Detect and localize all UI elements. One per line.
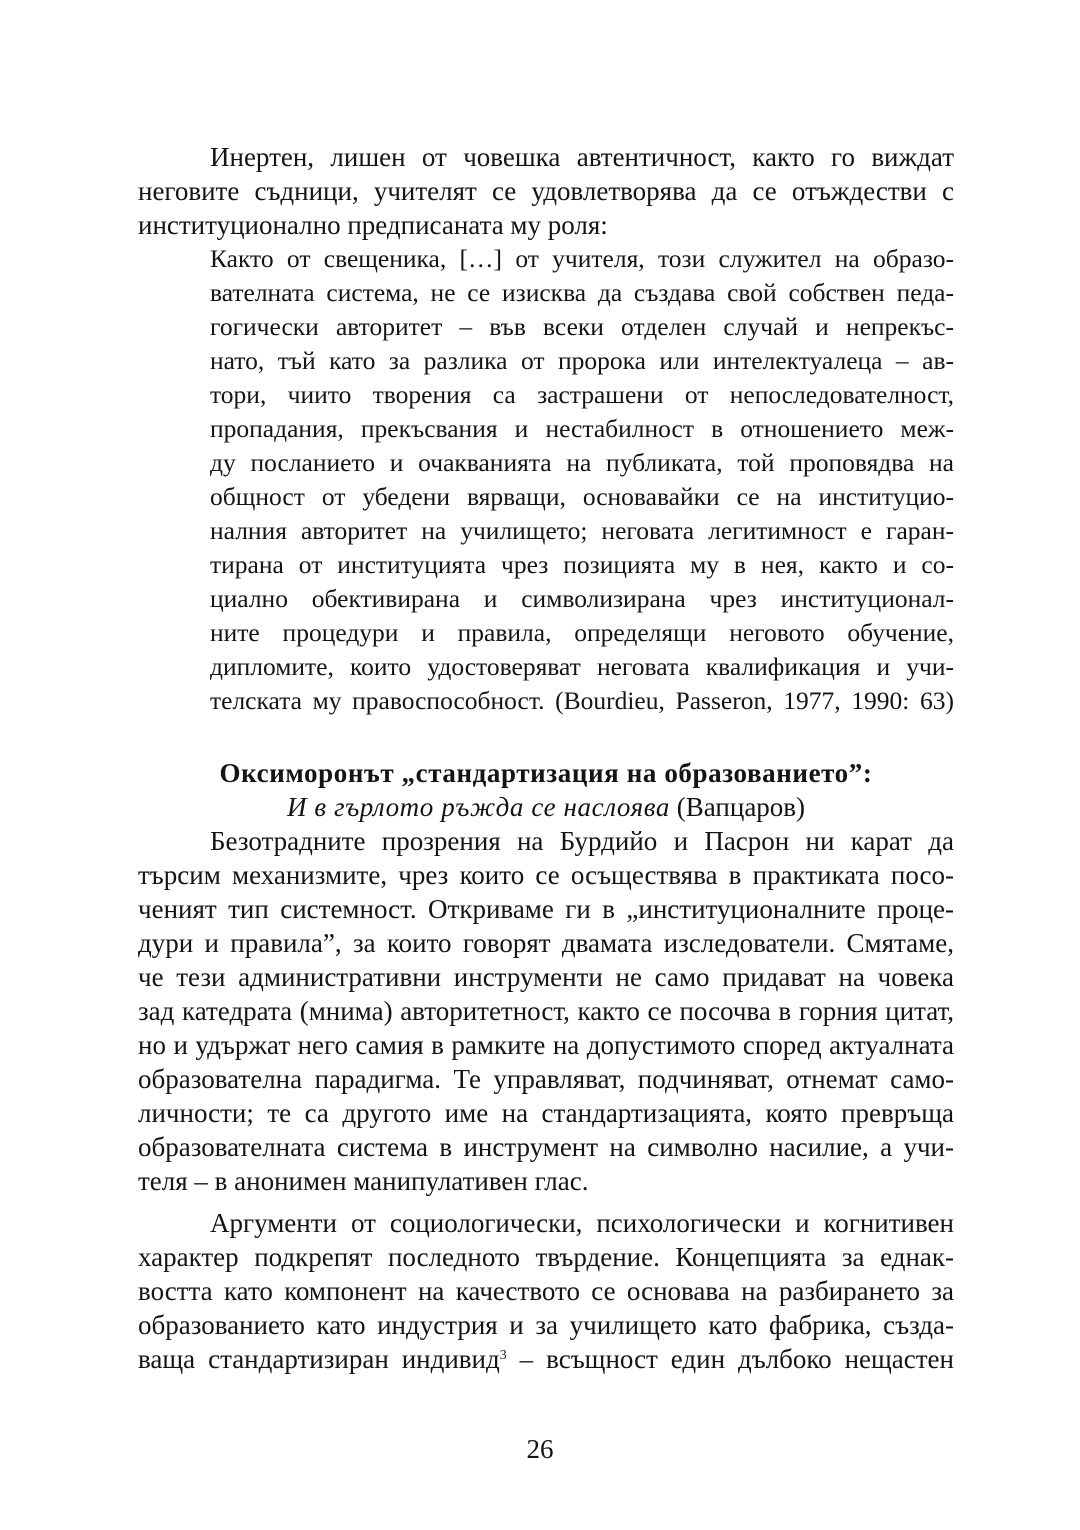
text-line: дури и правила”, за които говорят двамата изследователи. Смятаме, bbox=[138, 928, 954, 958]
text-line: личности; те са другото име на стандартизацията, която превръща bbox=[138, 1098, 954, 1128]
epigraph-author: (Вапцаров) bbox=[676, 792, 806, 822]
quote-line: пропадания, прекъсвания и нестабилност в отношението меж- bbox=[210, 414, 954, 443]
quote-line: гогически авторитет – във всеки отделен случай и непрекъс- bbox=[210, 312, 954, 341]
text-line: институционално предписаната му роля: bbox=[138, 210, 608, 240]
text-line: търсим механизмите, чрез които се осъществява в практиката посо- bbox=[138, 860, 954, 890]
quote-line: циално обективирана и символизирана чрез институционал- bbox=[210, 584, 954, 613]
text-fragment: ваща стандартизиран индивид bbox=[138, 1344, 500, 1374]
text-line: востта като компонент на качеството се основава на разбирането за bbox=[138, 1276, 954, 1306]
text-line bbox=[138, 1342, 954, 1376]
text-line: Безотрадните прозрения на Бурдийо и Пасрон ни карат да bbox=[210, 826, 954, 856]
paragraph-body-1 bbox=[138, 824, 954, 1198]
text-line: характер подкрепят последното твърдение. Концепцията за еднак- bbox=[138, 1242, 954, 1272]
quote-line: Както от свещеника, […] от учителя, този служител на образо- bbox=[210, 244, 954, 273]
text-line: Аргументи от социологически, психологически и когнитивен bbox=[210, 1208, 954, 1238]
text-line: но и удържат него самия в рамките на допустимото според актуалната bbox=[138, 1030, 954, 1060]
text-line: неговите съдници, учителят се удовлетворява да се отъждестви с bbox=[138, 176, 954, 206]
text-fragment: – всъщност един дълбоко нещастен bbox=[506, 1344, 954, 1374]
section-heading: Оксиморонът „стандартизация на образованието”: bbox=[219, 758, 873, 788]
quote-line: тирана от институцията чрез позицията му в нея, както и со- bbox=[210, 550, 954, 579]
text-line: Инертен, лишен от човешка автентичност, както го виждат bbox=[210, 142, 954, 172]
epigraph-text: И в гърлото ръжда се наслоява bbox=[286, 792, 671, 822]
quote-line: нато, тъй като за разлика от пророка или интелектуалеца – ав- bbox=[210, 346, 954, 375]
quote-line: налния авторитет на училището; неговата легитимност е гаран- bbox=[210, 516, 954, 545]
quote-line: ните процедури и правила, определящи неговото обучение, bbox=[210, 618, 954, 647]
quote-line: телската му правоспособност. (Bourdieu, Passeron, 1977, 1990: 63) bbox=[210, 686, 954, 715]
text-line: че тези административни инструменти не само придават на човека bbox=[138, 962, 954, 992]
quote-line: общност от убедени вярващи, основавайки се на институцио- bbox=[210, 482, 954, 511]
section-epigraph bbox=[138, 790, 954, 824]
block-quote bbox=[138, 242, 954, 718]
footnote-marker[interactable]: 3 bbox=[499, 1348, 507, 1363]
paragraph-body-2 bbox=[138, 1206, 954, 1376]
text-line: зад катедрата (мнима) авторитетност, както се посочва в горния цитат, bbox=[138, 996, 954, 1026]
paragraph-intro bbox=[138, 140, 954, 242]
text-line: образователната система в инструмент на символно насилие, а учи- bbox=[138, 1132, 954, 1162]
page-number: 26 bbox=[526, 1434, 554, 1464]
quote-line: дипломите, които удостоверяват неговата квалификация и учи- bbox=[210, 652, 954, 681]
quote-line: тори, чиито творения са застрашени от непоследователност, bbox=[210, 380, 954, 409]
page-body bbox=[138, 140, 954, 1376]
text-line: ченият тип системност. Откриваме ги в „институционалните проце- bbox=[138, 894, 954, 924]
quote-line: вателната система, не се изисква да създава свой собствен педа- bbox=[210, 278, 954, 307]
text-line: образователна парадигма. Те управляват, подчиняват, отнемат само- bbox=[138, 1064, 954, 1094]
text-line: теля – в анонимен манипулативен глас. bbox=[138, 1166, 589, 1196]
text-line: образованието като индустрия и за училището като фабрика, създа- bbox=[138, 1310, 954, 1340]
quote-line: ду посланието и очакванията на публиката, той проповядва на bbox=[210, 448, 954, 477]
